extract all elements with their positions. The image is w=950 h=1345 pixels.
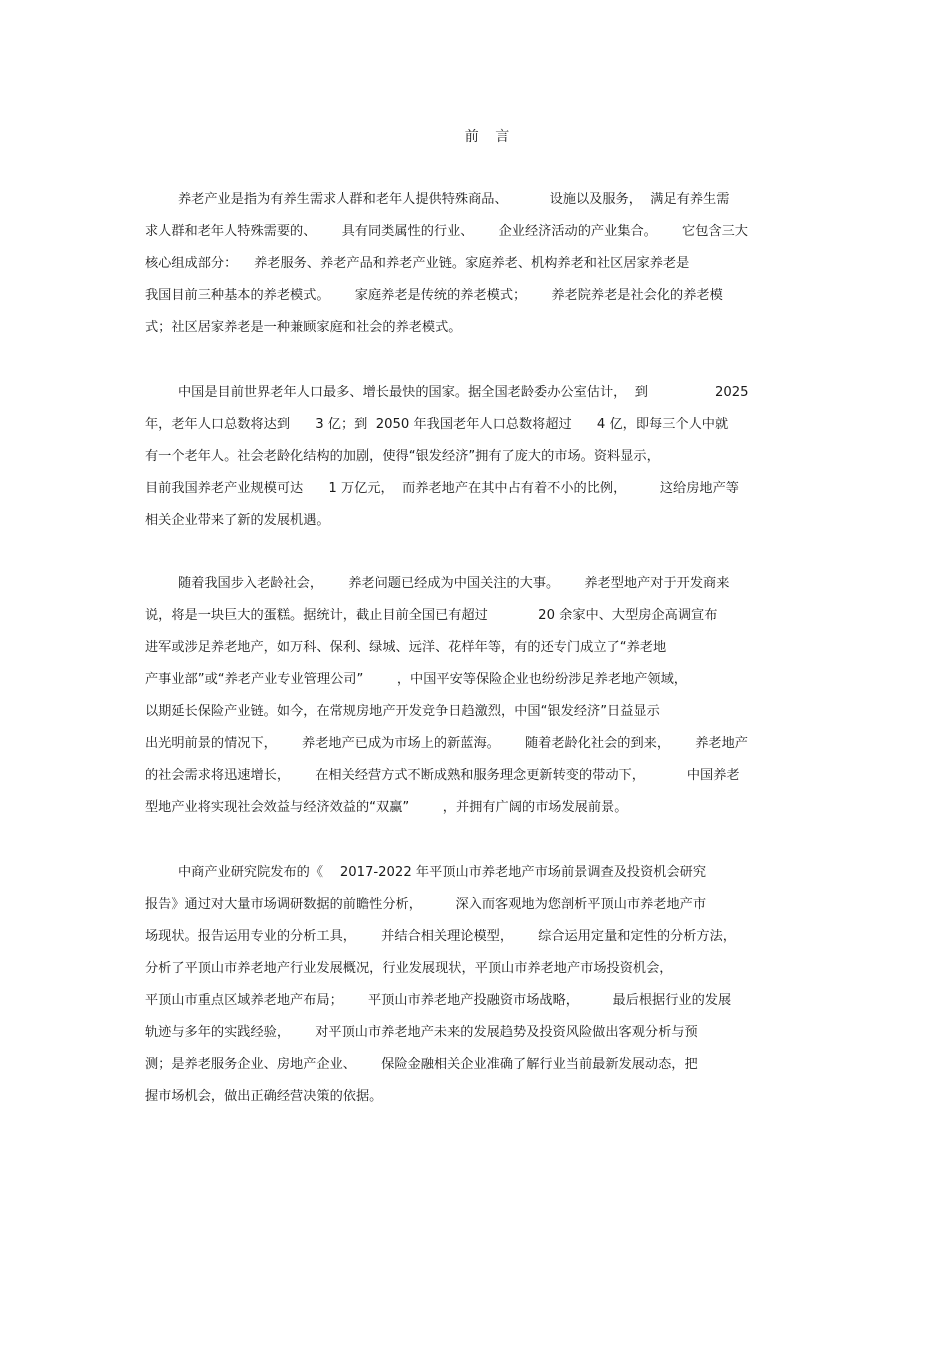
- paragraph-line: 目前我国养老产业规模可达 1 万亿元， 而养老地产在其中占有着不小的比例， 这给房地产等: [145, 481, 739, 496]
- paragraph-line: 型地产业将实现社会效益与经济效益的“双赢” ，并拥有广阔的市场发展前景。: [145, 800, 628, 815]
- paragraph-line: 进军或涉足养老地产，如万科、保利、绿城、远洋、花样年等，有的还专门成立了“养老地: [145, 640, 667, 655]
- paragraph-line: 核心组成部分： 养老服务、养老产品和养老产业链。家庭养老、机构养老和社区居家养老是: [145, 256, 690, 271]
- paragraph-line: 相关企业带来了新的发展机遇。: [145, 513, 330, 528]
- paragraph-line: 测；是养老服务企业、房地产企业、 保险金融相关企业准确了解行业当前最新发展动态，把: [145, 1057, 698, 1072]
- paragraph-line: 中国是目前世界老年人口最多、增长最快的国家。据全国老龄委办公室估计， 到 2025: [178, 385, 749, 400]
- paragraph-line: 我国目前三种基本的养老模式。 家庭养老是传统的养老模式； 养老院养老是社会化的养老模: [145, 288, 723, 303]
- paragraph-line: 养老产业是指为有养生需求人群和老年人提供特殊商品、 设施以及服务， 满足有养生需: [178, 192, 730, 207]
- paragraph-line: 随着我国步入老龄社会， 养老问题已经成为中国关注的大事。 养老型地产对于开发商来: [178, 576, 730, 591]
- paragraph-line: 式；社区居家养老是一种兼顾家庭和社会的养老模式。: [145, 320, 462, 335]
- paragraph-line: 以期延长保险产业链。如今，在常规房地产开发竞争日趋激烈，中国“银发经济”日益显示: [145, 704, 660, 719]
- paragraph-line: 有一个老年人。社会老龄化结构的加剧，使得“银发经济”拥有了庞大的市场。资料显示，: [145, 449, 660, 464]
- paragraph-line: 中商产业研究院发布的《 2017-2022 年平顶山市养老地产市场前景调查及投资机会研究: [178, 865, 707, 880]
- paragraph-line: 求人群和老年人特殊需要的、 具有同类属性的行业、 企业经济活动的产业集合。 它包含三大: [145, 224, 748, 239]
- paragraph-line: 年，老年人口总数将达到 3 亿；到 2050 年我国老年人口总数将超过 4 亿，即每三个人中就: [145, 417, 729, 432]
- paragraph-line: 握市场机会，做出正确经营决策的依据。: [145, 1089, 383, 1104]
- paragraph-line: 报告》通过对大量市场调研数据的前瞻性分析， 深入而客观地为您剖析平顶山市养老地产市: [145, 897, 707, 912]
- page-title: 前 言: [464, 129, 516, 145]
- paragraph-line: 出光明前景的情况下， 养老地产已成为市场上的新蓝海。 随着老龄化社会的到来， 养老地产: [145, 736, 748, 751]
- paragraph-line: 产事业部”或“养老产业专业管理公司” ，中国平安等保险企业也纷纷涉足养老地产领域，: [145, 672, 687, 687]
- paragraph-line: 平顶山市重点区域养老地产布局； 平顶山市养老地产投融资市场战略， 最后根据行业的发展: [145, 993, 732, 1008]
- paragraph-line: 场现状。报告运用专业的分析工具， 并结合相关理论模型， 综合运用定量和定性的分析方法，: [145, 929, 736, 944]
- paragraph-line: 说，将是一块巨大的蛋糕。据统计，截止目前全国已有超过 20 余家中、大型房企高调宣布: [145, 608, 718, 623]
- paragraph-line: 的社会需求将迅速增长， 在相关经营方式不断成熟和服务理念更新转变的带动下， 中国养老: [145, 768, 740, 783]
- paragraph-line: 分析了平顶山市养老地产行业发展概况，行业发展现状，平顶山市养老地产市场投资机会，: [145, 961, 673, 976]
- paragraph-line: 轨迹与多年的实践经验， 对平顶山市养老地产未来的发展趋势及投资风险做出客观分析与预: [145, 1025, 698, 1040]
